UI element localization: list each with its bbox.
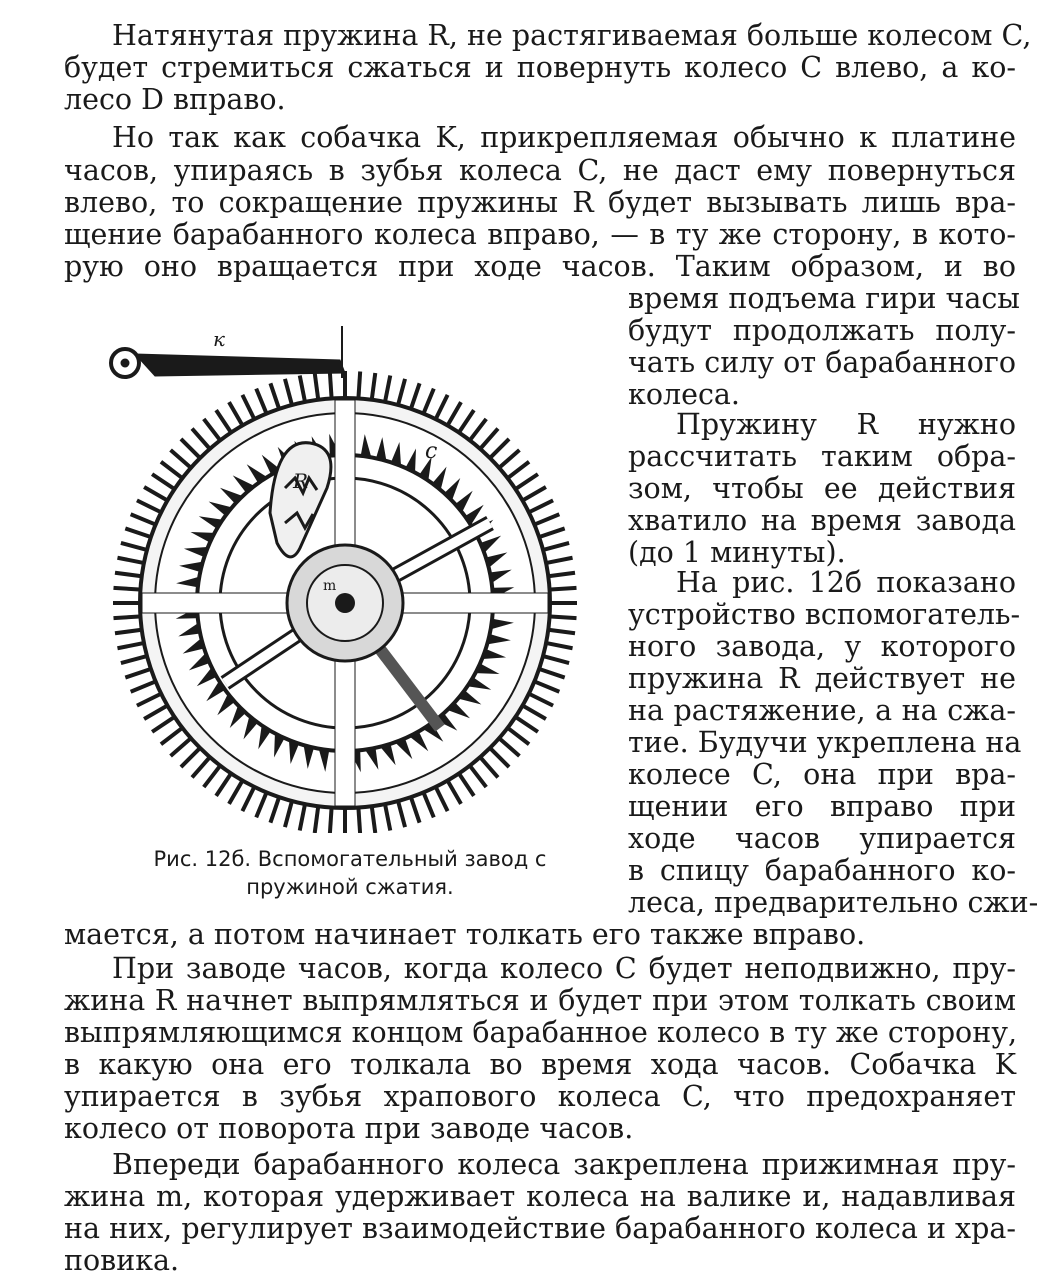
gear-tooth (269, 383, 281, 409)
gear-tooth (422, 793, 436, 819)
text-line: леса, предварительно сжи- (628, 886, 1039, 919)
text-line: колесо от поворота при заводе часов. (64, 1112, 634, 1145)
text-line: хватило на время завода (628, 504, 1016, 537)
gear-tooth (120, 654, 146, 665)
text-line: на растяжение, а на сжа- (628, 694, 1016, 727)
gear-tooth (227, 401, 243, 426)
gear-tooth (550, 586, 576, 592)
text-line: колеса. (628, 378, 740, 411)
gear-tooth (241, 394, 256, 419)
gear-tooth (113, 601, 139, 605)
text-line: Натянутая пружина R, не растягиваемая больше колесом C, (112, 19, 1032, 52)
gear-tooth (469, 765, 488, 788)
gear-tooth (370, 373, 377, 399)
text-line: в какую она его толкала во время хода часов. Собачка K (64, 1048, 1016, 1081)
gear-tooth (151, 472, 175, 490)
caption-line: Рис. 12б. Вспомогательный завод с (153, 847, 547, 871)
gear-tooth (539, 527, 565, 539)
gear-tooth (434, 394, 449, 419)
text-line: жина m, которая удерживает колеса на валике и, надавливая (64, 1180, 1016, 1213)
text-line: рассчитать таким обра- (628, 440, 1016, 473)
text-line: мается, а потом начинает толкать его также вправо. (64, 918, 866, 951)
gear-tooth (535, 512, 561, 526)
gear-tooth (396, 378, 407, 404)
gear-tooth (115, 571, 141, 578)
gear-tooth (535, 680, 561, 694)
label-r: R (293, 469, 309, 493)
gear-tooth (507, 460, 530, 479)
gear-tooth (117, 556, 143, 565)
text-line: упирается в зубья храпового колеса C, что предохраняет (64, 1080, 1016, 1113)
gear-tooth (409, 797, 421, 823)
text-line: (до 1 минуты). (628, 536, 846, 569)
gear-tooth (269, 797, 281, 823)
gear-tooth (479, 757, 499, 779)
arbor (335, 593, 355, 613)
gear-tooth (313, 807, 320, 833)
text-line: пружина R действует не (628, 662, 1016, 695)
text-line: ного завода, у которого (628, 630, 1016, 663)
label-m: m (323, 578, 337, 594)
gear-tooth (125, 667, 151, 679)
gear-tooth (136, 692, 161, 707)
gear-tooth (130, 512, 156, 526)
gear-tooth (313, 373, 320, 399)
gear-tooth (550, 614, 576, 620)
gear-tooth (499, 449, 521, 469)
text-line: время подъема гири часы (628, 282, 1020, 315)
gear-tooth (547, 641, 573, 650)
gear-tooth (169, 449, 191, 469)
text-line: будут продолжать полу- (628, 314, 1016, 347)
gear-tooth (120, 541, 146, 552)
gear-tooth (214, 773, 232, 797)
gear-tooth (522, 704, 547, 720)
gear-tooth (298, 805, 307, 831)
gear-tooth (409, 383, 421, 409)
gear-tooth (117, 641, 143, 650)
text-line: щение барабанного колеса вправо, — в ту же сторону, в кото- (64, 218, 1016, 251)
text-line: колесе C, она при вра- (628, 758, 1016, 791)
gear-tooth (515, 716, 539, 734)
text-line: часов, упираясь в зубья колеса C, не даст ему повернуться (64, 154, 1016, 187)
text-line: Пружину R нужно (676, 408, 1016, 441)
gear-tooth (113, 614, 139, 620)
text-line: зом, чтобы ее действия (628, 472, 1016, 505)
gear-tooth (136, 499, 161, 514)
gear-tooth (130, 680, 156, 694)
gear-tooth (543, 541, 569, 552)
gear-tooth (383, 805, 392, 831)
gear-tooth (151, 716, 175, 734)
gear-tooth (479, 427, 499, 449)
text-line: На рис. 12б показано (676, 566, 1016, 599)
gear-tooth (551, 601, 577, 605)
gear-tooth (499, 737, 521, 757)
text-line: влево, то сокращение пружины R будет вызывать лишь вра- (64, 186, 1016, 219)
gear-tooth (254, 388, 268, 414)
gear-tooth (469, 418, 488, 441)
gear-tooth (160, 460, 183, 479)
gear-tooth (422, 388, 436, 414)
gear-tooth (356, 808, 362, 833)
gear-tooth (227, 780, 243, 805)
figure-caption (100, 845, 600, 901)
gear-tooth (169, 737, 191, 757)
gear-tooth (143, 704, 168, 720)
gear-tooth (356, 371, 362, 397)
text-line: лесо D вправо. (64, 83, 286, 116)
gear-tooth (489, 747, 510, 768)
text-line: в спицу барабанного ко- (628, 854, 1016, 887)
text-line: тие. Будучи укреплена на (628, 726, 1022, 759)
gear-tooth (214, 409, 232, 433)
gear-tooth (343, 809, 347, 833)
gear-tooth (489, 438, 510, 459)
gear-tooth (529, 499, 554, 514)
text-line: жина R начнет выпрямляться и будет при этом толкать своим (64, 984, 1016, 1017)
gear-tooth (343, 371, 347, 397)
text-line: При заводе часов, когда колесо C будет неподвижно, пру- (112, 952, 1016, 985)
text-line: будет стремиться сжаться и повернуть колесо C влево, а ко- (64, 51, 1016, 84)
caption-line: пружиной сжатия. (246, 875, 454, 899)
gear-tooth (202, 418, 221, 441)
gear-tooth (434, 787, 449, 812)
gear-tooth (539, 667, 565, 679)
gear-tooth (446, 401, 462, 426)
text-line: выпрямляющимся концом барабанное колесо в ту же сторону, (64, 1016, 1018, 1049)
text-line: чать силу от барабанного (628, 346, 1016, 379)
gear-tooth (143, 485, 168, 501)
text-line: рую оно вращается при ходе часов. Таким образом, и во (64, 250, 1016, 283)
gear-tooth (370, 807, 377, 833)
gear-tooth (191, 757, 211, 779)
gear-tooth (515, 472, 539, 490)
text-line: щении его вправо при (628, 790, 1016, 823)
text-line: Но так как собачка K, прикрепляемая обычно к платине (112, 121, 1016, 154)
gear-tooth (180, 438, 201, 459)
gear-tooth (396, 801, 407, 827)
gear-tooth (298, 375, 307, 401)
gear-tooth (522, 485, 547, 501)
gear-tooth (283, 378, 294, 404)
gear-tooth (115, 628, 141, 635)
gear-tooth (328, 371, 334, 397)
gear-tooth (383, 375, 392, 401)
gear-tooth (328, 808, 334, 833)
gear-tooth (241, 787, 256, 812)
gear-tooth (202, 765, 221, 788)
click-k (111, 326, 345, 378)
gear-tooth (458, 773, 476, 797)
gear-tooth (458, 409, 476, 433)
gear-tooth (543, 654, 569, 665)
gear-tooth (549, 628, 575, 635)
gear-tooth (529, 692, 554, 707)
figure-12b (95, 318, 595, 833)
gear-tooth (446, 780, 462, 805)
gear-tooth (283, 801, 294, 827)
gear-tooth (507, 727, 530, 746)
gear-tooth (125, 527, 151, 539)
gear-tooth (191, 427, 211, 449)
text-line: на них, регулирует взаимодействие барабанного колеса и хра- (64, 1212, 1016, 1245)
gear-tooth (547, 556, 573, 565)
gear-tooth (113, 586, 139, 592)
text-line: ходе часов упирается (628, 822, 1016, 855)
gear-tooth (254, 793, 268, 819)
gear-tooth (549, 571, 575, 578)
winding-mechanism-illustration (95, 318, 595, 833)
text-line: повика. (64, 1244, 180, 1277)
text-line: устройство вспомогатель- (628, 598, 1021, 631)
label-k: к (213, 327, 225, 351)
gear-tooth (180, 747, 201, 768)
text-line: Впереди барабанного колеса закреплена прижимная пру- (112, 1148, 1016, 1181)
label-c: c (425, 439, 438, 464)
gear-tooth (160, 727, 183, 746)
